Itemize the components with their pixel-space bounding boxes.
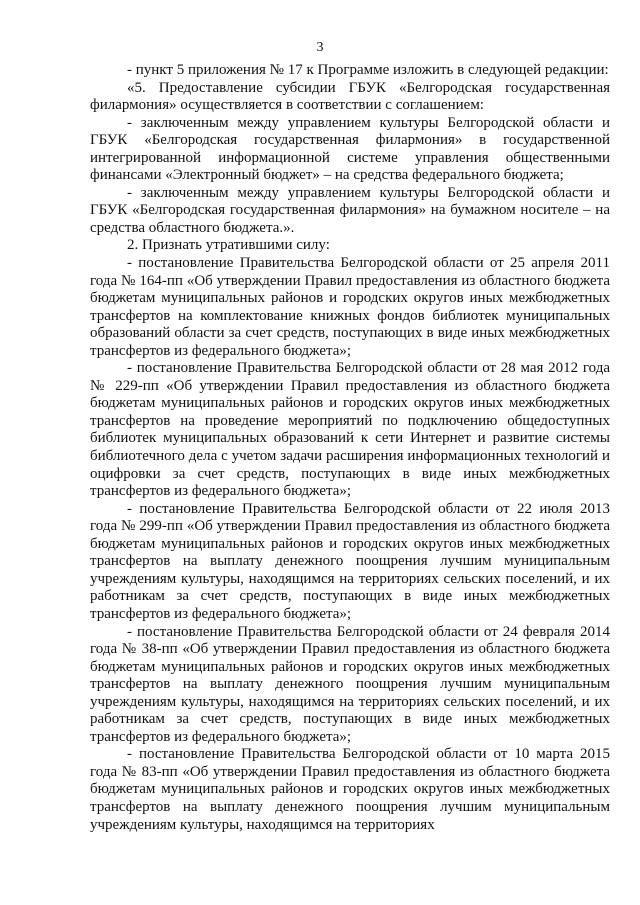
paragraph-regional-budget-agreement: - заключенным между управлением культуры Белгородской области и ГБУК «Белгородская государственная филармония» на бумажном носителе – на средства областного бюджета.». [90, 184, 610, 236]
paragraph-federal-budget-agreement: - заключенным между управлением культуры Белгородской области и ГБУК «Белгородская государственная филармония» в государственной интегрированной информационной системе управления общественными финансами «Электронный бюджет» – на средства федерального бюджета; [90, 114, 610, 184]
paragraph-repealed-resolution-229: - постановление Правительства Белгородской области от 28 мая 2012 года № 229-пп «Об утверждении Правил предоставления из областного бюджета бюджетам муниципальных районов и городских округов иных межбюджетных трансфертов на проведение мероприятий по подключению общедоступных библиотек муниципальных образований к сети Интернет и развитие системы библиотечного дела с учетом задачи расширения информационных технологий и оцифровки за счет средств, поступающих в виде иных межбюджетных трансфертов из федерального бюджета»; [90, 360, 610, 500]
document-body [90, 62, 610, 834]
paragraph-repealed-resolution-164: - постановление Правительства Белгородской области от 25 апреля 2011 года № 164-пп «Об утверждении Правил предоставления из областного бюджета бюджетам муниципальных районов и городских округов иных межбюджетных трансфертов на комплектование книжных фондов библиотек муниципальных образований области за счет средств, поступающих в виде иных межбюджетных трансфертов из федерального бюджета»; [90, 255, 610, 359]
paragraph-subsidy-provision: «5. Предоставление субсидии ГБУК «Белгородская государственная филармония» осуществляется в соответствии с соглашением: [90, 79, 610, 114]
page-number: 3 [316, 40, 324, 55]
paragraph-repealed-resolution-38: - постановление Правительства Белгородской области от 24 февраля 2014 года № 38-пп «Об утверждении Правил предоставления из областного бюджета бюджетам муниципальных районов и городских округов иных межбюджетных трансфертов на выплату денежного поощрения лучшим муниципальным учреждениям культуры, находящимся на территориях сельских поселений, и их работникам за счет средств, поступающих в виде иных межбюджетных трансфертов из федерального бюджета»; [90, 623, 610, 745]
paragraph-repealed-resolution-299: - постановление Правительства Белгородской области от 22 июля 2013 года № 299-пп «Об утверждении Правил предоставления из областного бюджета бюджетам муниципальных районов и городских округов иных межбюджетных трансфертов на выплату денежного поощрения лучшим муниципальным учреждениям культуры, находящимся на территориях сельских поселений, и их работникам за счет средств, поступающих в виде иных межбюджетных трансфертов из федерального бюджета»; [90, 500, 610, 622]
paragraph-repealed-resolution-83: - постановление Правительства Белгородской области от 10 марта 2015 года № 83-пп «Об утверждении Правил предоставления из областного бюджета бюджетам муниципальных районов и городских округов иных межбюджетных трансфертов на выплату денежного поощрения лучшим муниципальным учреждениям культуры, находящимся на территориях [90, 746, 610, 833]
paragraph-item-5-appendix-17: - пункт 5 приложения № 17 к Программе изложить в следующей редакции: [127, 62, 609, 78]
paragraph-repeal-heading: 2. Признать утратившими силу: [127, 237, 330, 254]
